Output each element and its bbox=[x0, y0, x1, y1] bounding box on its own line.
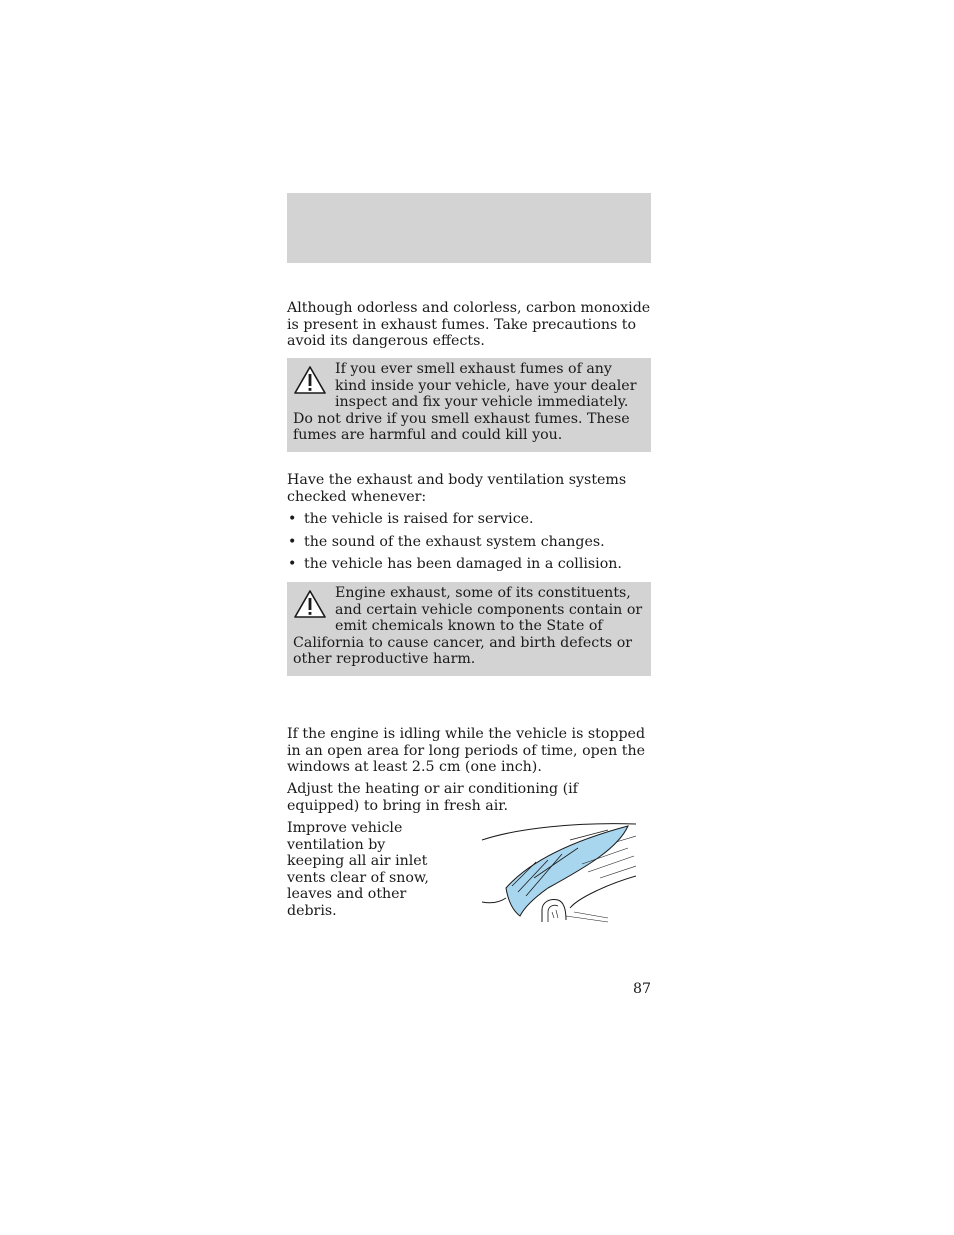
improve-paragraph bbox=[287, 820, 447, 919]
warning-box-exhaust-fumes bbox=[287, 358, 651, 452]
intro-paragraph bbox=[287, 300, 651, 350]
adjust-paragraph bbox=[287, 781, 651, 814]
check-section bbox=[287, 472, 651, 579]
adjust-text: Adjust the heating or air conditioning (if equipped) to bring in fresh air. bbox=[287, 781, 578, 814]
warning-text-exhaust-fumes: If you ever smell exhaust fumes of any kind inside your vehicle, have your dealer inspect and fix your vehicle immediately. Do not drive if you smell exhaust fumes. These fumes are harmful and could kill you. bbox=[293, 361, 637, 443]
list-item bbox=[287, 534, 651, 551]
warning-text-california: Engine exhaust, some of its constituents, and certain vehicle components contain or emit chemicals known to the State of California to cause cancer, and birth defects or other reproductive harm. bbox=[293, 585, 643, 667]
idle-text: If the engine is idling while the vehicle is stopped in an open area for long periods of time, open the windows at least 2.5 cm (one inch). bbox=[287, 726, 646, 775]
idle-paragraph bbox=[287, 726, 651, 776]
improve-text: Improve vehicle ventilation by keeping all air inlet vents clear of snow, leaves and other debris. bbox=[287, 820, 429, 919]
bullet-glyph: • bbox=[288, 533, 297, 550]
cowl-vent-illustration bbox=[478, 818, 640, 926]
list-item-text: the vehicle has been damaged in a collision. bbox=[304, 556, 622, 572]
bullet-glyph: • bbox=[288, 511, 297, 527]
section-header-box bbox=[287, 193, 651, 263]
intro-text: Although odorless and colorless, carbon monoxide is present in exhaust fumes. Take precautions to avoid its dangerous effects. bbox=[287, 300, 651, 349]
list-item bbox=[287, 511, 651, 528]
check-intro-text: Have the exhaust and body ventilation systems checked whenever: bbox=[287, 472, 627, 505]
list-item bbox=[287, 556, 651, 573]
page-number: 87 bbox=[632, 981, 651, 997]
list-item-text: the sound of the exhaust system changes. bbox=[304, 533, 605, 550]
warning-triangle-icon bbox=[293, 589, 327, 619]
warning-triangle-icon bbox=[293, 365, 327, 395]
check-list bbox=[287, 511, 651, 573]
bullet-glyph: • bbox=[288, 556, 297, 572]
warning-box-california bbox=[287, 582, 651, 676]
list-item-text: the vehicle is raised for service. bbox=[304, 511, 534, 527]
